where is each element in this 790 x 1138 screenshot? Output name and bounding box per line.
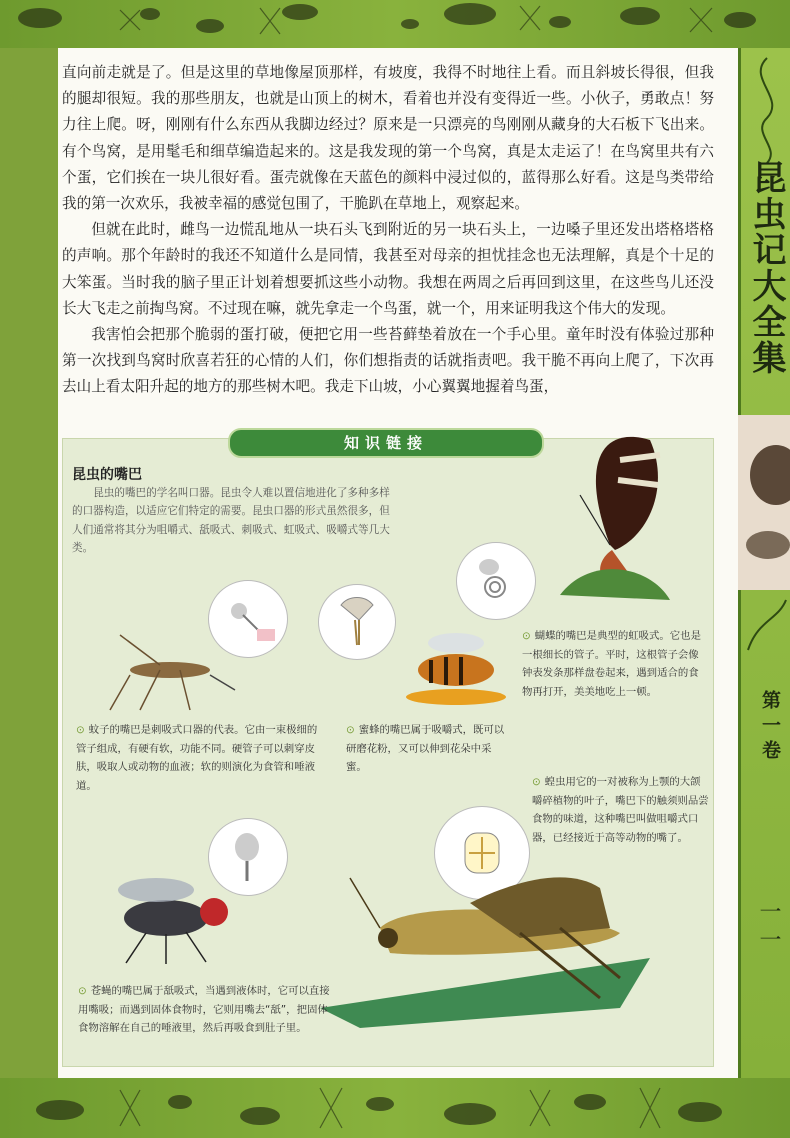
plant-ornament-icon	[738, 590, 790, 660]
butterfly-caption: ⊙ 蝴蝶的嘴巴是典型的虹吸式。它也是一根细长的管子。平时，这根管子会像钟表发条那样盘卷起来，遇到适合的食物再打开，美美地吃上一顿。	[522, 630, 701, 698]
beetle-photo-icon	[738, 415, 790, 590]
insect-pattern-icon	[0, 1078, 790, 1138]
top-insect-border	[0, 0, 790, 48]
locust-caption: ⊙ 蝗虫用它的一对被称为上颚的大颌嚼碎植物的叶子，嘴巴下的触须则品尝食物的味道，这种嘴巴叫做咀嚼式口器，已经接近于高等动物的嘴了。	[532, 776, 709, 844]
page-number: 一一	[756, 900, 781, 956]
body-text	[62, 60, 714, 401]
mosquito-illustration-icon	[100, 615, 240, 715]
bottom-insect-border	[0, 1078, 790, 1138]
knowledge-title: 昆虫的嘴巴	[72, 467, 142, 483]
paragraph: 我害怕会把那个脆弱的蛋打破，便把它用一些苔藓垫着放在一个手心里。童年时没有体验过那种第一次找到鸟窝时欣喜若狂的心情的人们，你们想指责的话就指责吧。我干脆不再向上爬了，下次再去山上看太阳升起的地方的那些树木吧。我走下山坡，小心翼翼地握着鸟蛋，	[62, 326, 714, 396]
detail-circle	[318, 584, 396, 660]
paragraph: 直向前走就是了。但是这里的草地像屋顶那样，有坡度，我得不时地往上看。而且斜坡长得很，但我的腿却很短。我的那些朋友，也就是山顶上的树木，看着也并没有变得近一些。小伙子，勇敢点！努力往上爬。呀，刚刚有什么东西从我脚边经过？原来是一只漂亮的鸟刚刚从藏身的大石板下飞出来。有个鸟窝，是用髦毛和细草编造起来的。这是我发现的第一个鸟窝，真是太走运了！在鸟窝里共有六个蛋，它们挨在一块儿很好看。蛋壳就像在天蓝色的颜料中浸过似的，蓝得那么好看。这是鸟类带给我的第一次欢乐，我被幸福的感觉包围了，干脆趴在草地上，观察起来。	[62, 64, 714, 213]
bee-caption: ⊙ 蜜蜂的嘴巴属于吸嚼式，既可以研磨花粉，又可以伸到花朵中采蜜。	[346, 724, 505, 774]
bee-mouth-icon	[319, 585, 395, 659]
insect-pattern-icon	[0, 0, 790, 48]
ornament-icon	[741, 48, 790, 168]
paragraph: 但就在此时，雌鸟一边慌乱地从一块石头飞到附近的另一块石头上，一边嗓子里还发出塔格塔格的声响。那个年龄时的我还不知道什么是同情，我甚至对母亲的担忧挂念也无法理解，真是个十足的大笨蛋。当时我的脑子里正计划着想要抓这些小动物。我想在两周之后再回到这里，在这些鸟儿还没长大飞走之前掏鸟窝。不过现在嘛，就先拿走一个鸟蛋，就一个，用来证明我这个伟大的发现。	[62, 221, 714, 317]
bee-illustration-icon	[396, 615, 516, 705]
fly-caption: ⊙ 苍蝇的嘴巴属于舐吸式，当遇到液体时，它可以直接用嘴吸；而遇到固体食物时，它则用嘴去“舐”，把固体食物溶解在自己的唾液里，然后再吸食到肚子里。	[78, 985, 330, 1035]
butterfly-illustration-icon	[540, 425, 680, 615]
fly-illustration-icon	[96, 868, 256, 968]
book-title: 昆虫记大全集	[746, 160, 786, 376]
mosquito-caption: ⊙ 蚊子的嘴巴是刺吸式口器的代表。它由一束极细的管子组成，有硬有软，功能不同。硬管子可以刺穿皮肤，吸取人或动物的血液；软的则演化为食管和唾液道。	[76, 724, 318, 792]
locust-illustration-icon	[320, 858, 670, 1038]
detail-circle	[456, 542, 536, 620]
knowledge-header: 知识链接	[228, 428, 544, 458]
volume-label: 第一卷	[759, 690, 781, 765]
proboscis-coil-icon	[457, 543, 535, 619]
knowledge-intro: 昆虫的嘴巴的学名叫口器。昆虫令人难以置信地进化了多种多样的口器构造，以适应它们特定的需要。昆虫口器的形式虽然很多，但人们通常将其分为咀嚼式、舐吸式、刺吸式、虹吸式、吸嚼式等几大类。	[72, 487, 390, 555]
